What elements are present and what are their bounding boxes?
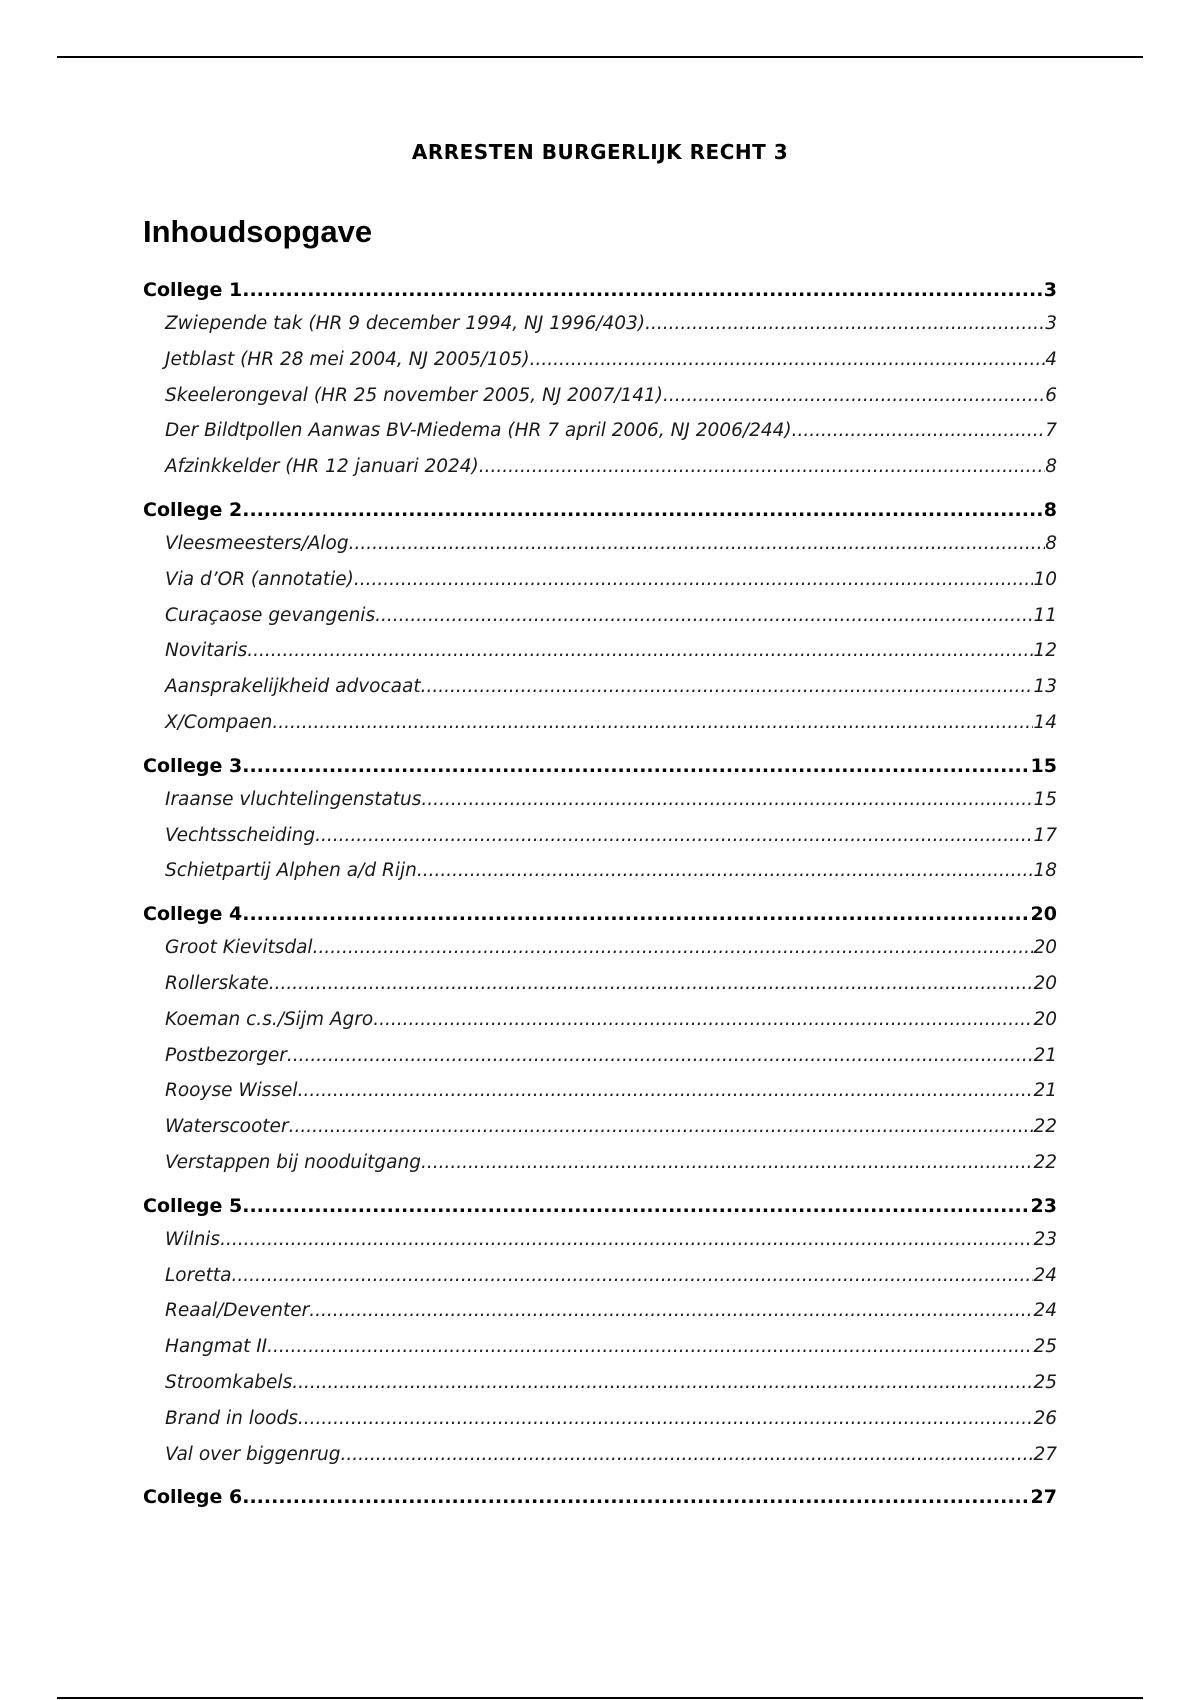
toc-entry-label: Groot Kievitsdal	[165, 937, 313, 959]
toc-college-link[interactable]	[143, 898, 1057, 930]
toc-entry-link[interactable]	[143, 1365, 1057, 1401]
toc-entry-label: Verstappen bij nooduitgang	[165, 1151, 421, 1173]
toc-entry-link[interactable]	[143, 1038, 1057, 1074]
toc-college-link[interactable]	[143, 750, 1057, 782]
toc-entry-label: Wilnis	[165, 1228, 221, 1250]
toc-leader-dots	[287, 1038, 1034, 1074]
toc-entry-link[interactable]	[143, 930, 1057, 966]
toc-page-number: 20	[1033, 937, 1057, 959]
toc-entry-label: Val over biggenrug	[165, 1443, 341, 1465]
toc-leader-dots	[267, 1329, 1033, 1365]
toc-entry-link[interactable]	[143, 1293, 1057, 1329]
toc-entry-link[interactable]	[143, 449, 1057, 485]
toc-leader-dots	[242, 494, 1044, 526]
toc-entry-label: Curaçaose gevangenis	[165, 604, 376, 626]
toc-page-number: 4	[1045, 348, 1057, 370]
toc-page-number: 24	[1033, 1300, 1057, 1322]
toc-leader-dots	[309, 1293, 1033, 1329]
toc-entry-link[interactable]	[143, 306, 1057, 342]
toc-entry-link[interactable]	[143, 598, 1057, 634]
toc-entry-label: Loretta	[165, 1264, 232, 1286]
toc-page-number: 27	[1033, 1443, 1057, 1465]
toc-entry-label: Iraanse vluchtelingenstatus	[165, 788, 422, 810]
toc-page-number: 8	[1043, 498, 1057, 521]
toc-page-number: 3	[1045, 313, 1057, 334]
toc-page-number: 3	[1043, 279, 1057, 301]
toc-entry-link[interactable]	[143, 1222, 1057, 1258]
toc-leader-dots	[421, 669, 1034, 705]
toc-leader-dots	[354, 562, 1034, 598]
toc-page-number: 20	[1030, 903, 1057, 926]
toc-page-number: 20	[1033, 1008, 1057, 1030]
toc-page-number: 10	[1033, 568, 1057, 590]
toc-entry-link[interactable]	[143, 966, 1057, 1002]
toc-leader-dots	[220, 1222, 1033, 1258]
toc-leader-dots	[231, 1258, 1033, 1294]
toc-leader-dots	[315, 818, 1033, 854]
toc-page-number: 25	[1033, 1336, 1057, 1358]
toc-entry-label: Vechtsscheiding	[165, 824, 316, 846]
toc-page-number: 11	[1033, 604, 1057, 626]
toc-section	[143, 1190, 1057, 1473]
toc-entry-link[interactable]	[143, 633, 1057, 669]
toc-entry-label: Rollerskate	[165, 972, 269, 994]
toc-entry-label: X/Compaen	[165, 711, 273, 733]
toc-heading: Inhoudsopgave	[143, 214, 373, 249]
toc-leader-dots	[349, 526, 1046, 562]
toc-entry-link[interactable]	[143, 1073, 1057, 1109]
toc-page-number: 24	[1033, 1264, 1057, 1286]
toc-entry-link[interactable]	[143, 782, 1057, 818]
toc-entry-label: Der Bildtpollen Aanwas BV-Miedema (HR 7 april 2006, NJ 2006/244)	[165, 420, 792, 442]
toc-leader-dots	[242, 1481, 1030, 1513]
toc-page-number: 7	[1045, 420, 1057, 442]
toc-college-label: College 4	[143, 903, 243, 926]
toc-entry-link[interactable]	[143, 1258, 1057, 1294]
toc-entry-link[interactable]	[143, 669, 1057, 705]
toc-page-number: 22	[1033, 1151, 1057, 1173]
toc-entry-label: Novitaris	[165, 640, 248, 662]
toc-page-number: 8	[1045, 532, 1057, 554]
toc-page-number: 18	[1033, 860, 1057, 882]
toc-page-number: 8	[1045, 456, 1057, 478]
toc-entry-label: Jetblast (HR 28 mei 2004, NJ 2005/105)	[165, 348, 530, 370]
toc-page-number: 23	[1030, 1194, 1057, 1217]
toc-leader-dots	[292, 1365, 1033, 1401]
toc-page-number: 15	[1033, 788, 1057, 810]
toc-leader-dots	[242, 750, 1030, 782]
toc-page-number: 27	[1030, 1486, 1057, 1509]
toc-entry-label: Hangmat II	[165, 1336, 268, 1358]
toc-entry-label: Reaal/Deventer	[165, 1300, 310, 1322]
toc-entry-label: Stroomkabels	[165, 1371, 293, 1393]
toc-section	[143, 898, 1057, 1181]
toc-leader-dots	[645, 306, 1045, 342]
toc-leader-dots	[375, 598, 1033, 634]
toc-entry-link[interactable]	[143, 1145, 1057, 1181]
toc-college-link[interactable]	[143, 274, 1057, 306]
toc-entry-link[interactable]	[143, 342, 1057, 378]
toc-entry-link[interactable]	[143, 818, 1057, 854]
toc-page-number: 22	[1033, 1116, 1057, 1138]
toc-leader-dots	[792, 413, 1046, 449]
toc-college-label: College 2	[143, 498, 243, 521]
toc-page-number: 6	[1045, 384, 1057, 406]
toc-college-link[interactable]	[143, 1190, 1057, 1222]
toc-entry-label: Postbezorger	[165, 1044, 287, 1066]
toc-entry-link[interactable]	[143, 526, 1057, 562]
toc-leader-dots	[313, 930, 1034, 966]
toc-college-link[interactable]	[143, 494, 1057, 526]
toc-leader-dots	[242, 274, 1044, 306]
toc-entry-label: Via d’OR (annotatie)	[165, 568, 354, 590]
toc-page-number: 25	[1033, 1371, 1057, 1393]
toc-page-number: 13	[1033, 676, 1057, 698]
toc-college-label: College 5	[143, 1194, 243, 1217]
toc-entry-label: Koeman c.s./Sijm Agro	[165, 1008, 374, 1030]
toc-leader-dots	[298, 1073, 1034, 1109]
toc-college-label: College 6	[143, 1486, 243, 1509]
toc-section	[143, 274, 1057, 485]
toc-leader-dots	[242, 898, 1030, 930]
toc-entry-label: Zwiepende tak (HR 9 december 1994, NJ 1996/403)	[165, 313, 646, 334]
toc-leader-dots	[479, 449, 1045, 485]
toc-entry-link[interactable]	[143, 1109, 1057, 1145]
table-of-contents	[143, 274, 1057, 1522]
toc-leader-dots	[417, 853, 1034, 889]
toc-page-number: 21	[1033, 1080, 1057, 1102]
toc-entry-link[interactable]	[143, 1329, 1057, 1365]
toc-leader-dots	[421, 1145, 1034, 1181]
toc-page-number: 15	[1030, 754, 1057, 777]
toc-page-number: 20	[1033, 972, 1057, 994]
toc-leader-dots	[341, 1437, 1034, 1473]
toc-entry-label: Rooyse Wissel	[165, 1080, 298, 1102]
toc-college-link[interactable]	[143, 1481, 1057, 1513]
toc-leader-dots	[373, 1002, 1033, 1038]
toc-section	[143, 1481, 1057, 1513]
toc-entry-link[interactable]	[143, 562, 1057, 598]
toc-entry-label: Aansprakelijkheid advocaat	[165, 676, 421, 698]
toc-college-label: College 1	[143, 279, 243, 301]
toc-entry-link[interactable]	[143, 1002, 1057, 1038]
toc-entry-link[interactable]	[143, 413, 1057, 449]
toc-page-number: 17	[1033, 824, 1057, 846]
toc-entry-link[interactable]	[143, 378, 1057, 414]
toc-entry-label: Vleesmeesters/Alog	[165, 532, 349, 554]
toc-page-number: 12	[1033, 640, 1057, 662]
toc-page-number: 14	[1033, 711, 1057, 733]
toc-page-number: 23	[1033, 1228, 1057, 1250]
toc-leader-dots	[663, 378, 1045, 414]
document-title: ARRESTEN BURGERLIJK RECHT 3	[411, 140, 789, 164]
toc-leader-dots	[272, 705, 1033, 741]
toc-leader-dots	[530, 342, 1046, 378]
footer-rule	[57, 1697, 1143, 1699]
toc-leader-dots	[247, 633, 1033, 669]
toc-leader-dots	[269, 966, 1034, 1002]
toc-section	[143, 494, 1057, 741]
toc-leader-dots	[421, 782, 1033, 818]
toc-page-number: 26	[1033, 1407, 1057, 1429]
toc-college-label: College 3	[143, 754, 243, 777]
toc-leader-dots	[242, 1190, 1030, 1222]
toc-entry-label: Skeelerongeval (HR 25 november 2005, NJ 2007/141)	[165, 384, 663, 406]
toc-section	[143, 750, 1057, 889]
toc-entry-link[interactable]	[143, 853, 1057, 889]
toc-entry-label: Schietpartij Alphen a/d Rijn	[165, 860, 417, 882]
toc-entry-link[interactable]	[143, 705, 1057, 741]
toc-page-number: 21	[1033, 1044, 1057, 1066]
toc-entry-label: Waterscooter	[165, 1116, 289, 1138]
toc-entry-link[interactable]	[143, 1437, 1057, 1473]
toc-entry-link[interactable]	[143, 1401, 1057, 1437]
toc-leader-dots	[289, 1109, 1034, 1145]
toc-leader-dots	[298, 1401, 1034, 1437]
toc-entry-label: Afzinkkelder (HR 12 januari 2024)	[165, 456, 479, 478]
toc-entry-label: Brand in loods	[165, 1407, 298, 1429]
header-rule	[57, 56, 1143, 58]
